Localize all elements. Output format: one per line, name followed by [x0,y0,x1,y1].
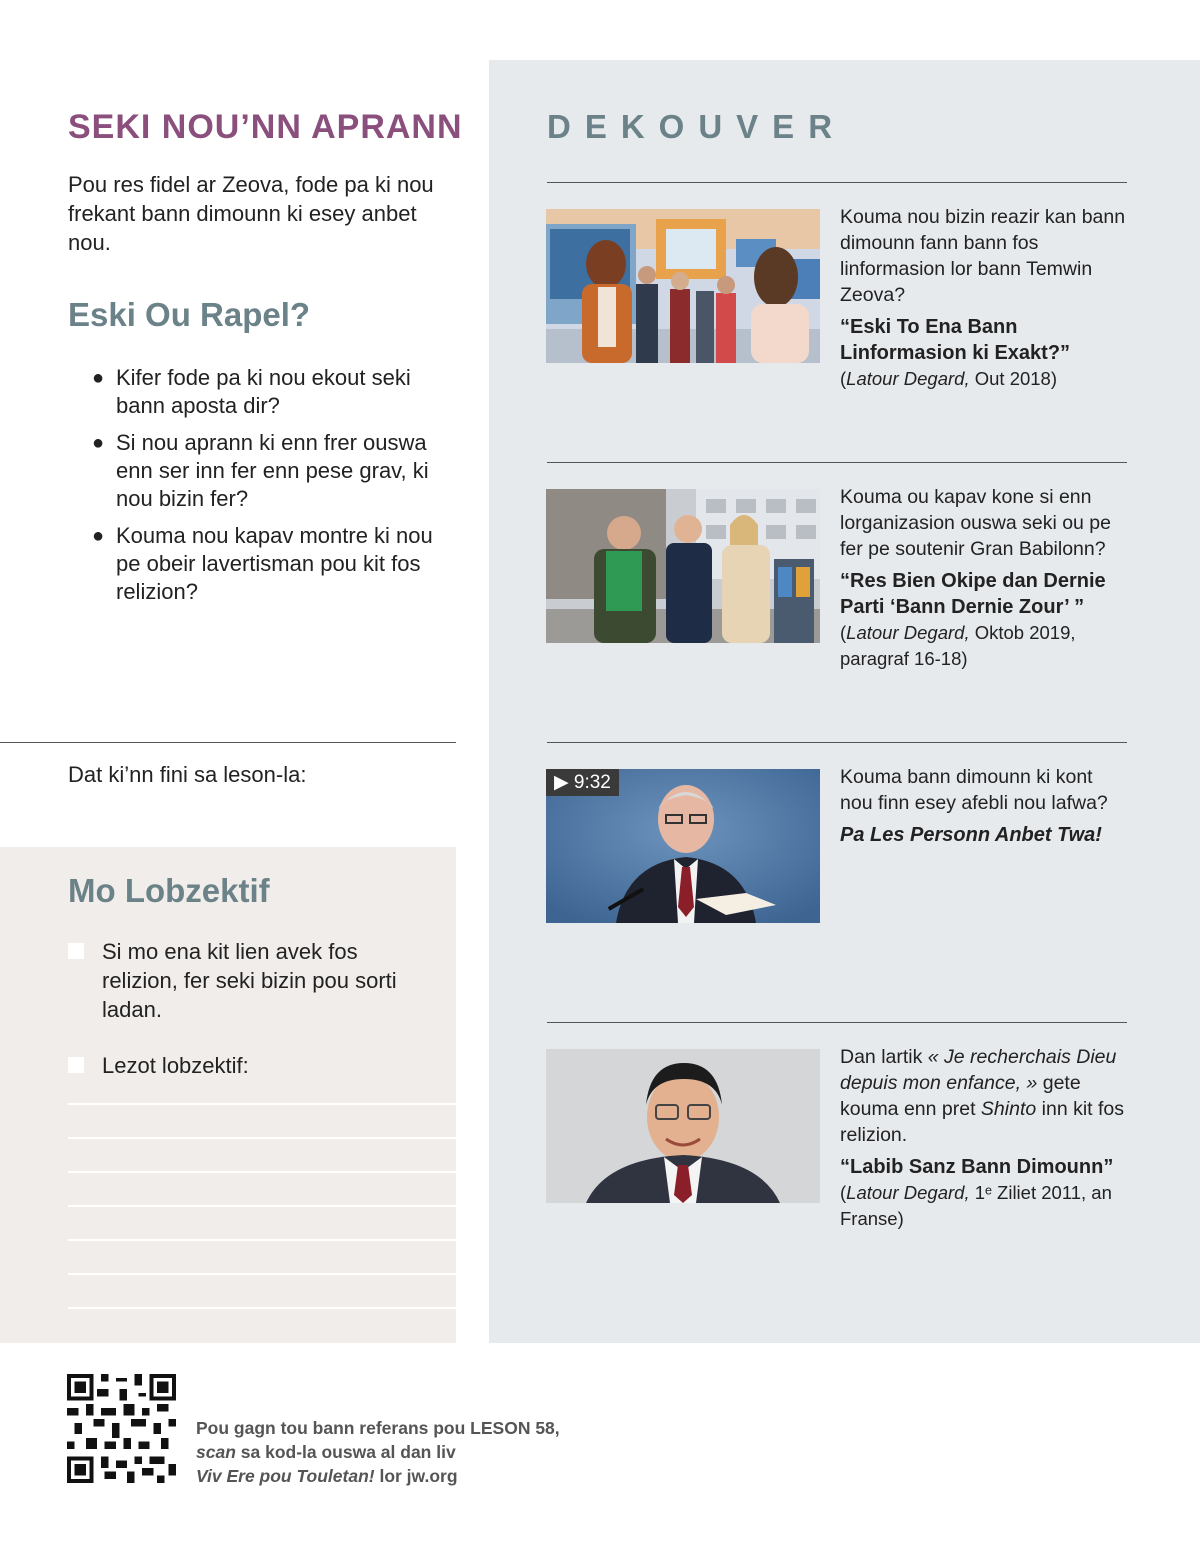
writing-line[interactable] [68,1205,456,1207]
bullet-icon: ● [92,367,105,389]
news-screens-illustration[interactable] [546,209,820,363]
checkbox[interactable] [68,943,84,959]
recall-title: Eski Ou Rapel? [68,296,311,333]
recall-item-text: Kifer fode pa ki nou ekout seki bann aposta dir? [116,365,411,418]
entry-reference[interactable]: “Eski To Ena Bann Linformasion ki Exakt?” [840,316,1071,364]
checkbox[interactable] [68,1057,84,1073]
writing-line[interactable] [68,1103,456,1105]
street-witnessing-photo[interactable] [546,489,820,643]
question-text: inn kit fos relizion. [840,1098,1125,1146]
entry-question [840,1044,1130,1148]
goal-item-text: Si mo ena kit lien avek fos relizion, fer seki bizin pou sorti ladan. [102,939,397,1022]
writing-line[interactable] [68,1137,456,1139]
recall-item-text: Si nou aprann ki enn frer ouswa enn ser inn fer enn pese grav, ki nou bizin fer? [116,430,429,511]
writing-line[interactable] [68,1307,456,1309]
footer-italic: scan [196,1442,236,1462]
discover-entry [840,204,1130,392]
divider [547,742,1127,743]
goal-item-text: Lezot lobzektif: [102,1053,249,1078]
man-portrait-photo[interactable] [546,1049,820,1203]
footer-text-part[interactable]: lor jw.org [374,1466,458,1486]
footer-line [196,1464,560,1488]
footer-line [196,1440,560,1464]
goal-writing-lines[interactable] [68,1103,456,1341]
writing-line[interactable] [68,1239,456,1241]
entry-source: (Latour Degard, 1ᵉ Ziliet 2011, an Franse) [840,1182,1112,1229]
summary-text: Pou res fidel ar Zeova, fode pa ki nou frekant bann dimounn ki esey anbet nou. [68,172,434,255]
source-detail: 1ᵉ Ziliet 2011, an Franse) [840,1182,1112,1229]
source-detail: Out 2018) [969,368,1058,389]
entry-question: Kouma ou kapav kone si enn lorganizasion ouswa seki ou pe fer pe soutenir Gran Babilonn? [840,486,1112,560]
finish-date-label: Dat ki’nn fini sa leson-la: [68,762,307,787]
source-publication: Latour Degard, [846,368,970,389]
article-title[interactable]: « Je recherchais Dieu depuis mon enfance, » [840,1046,1117,1094]
divider [547,1022,1127,1023]
source-detail: Oktob 2019, paragraf 16-18) [840,622,1076,669]
entry-question: Kouma nou bizin reazir kan bann dimounn fann bann fos linformasion lor bann Temwin Zeova? [840,206,1126,306]
video-title-link[interactable]: Pa Les Personn Anbet Twa! [840,824,1102,846]
video-duration-badge: ▶ 9:32 [546,769,619,796]
entry-source: (Latour Degard, Out 2018) [840,368,1058,389]
footer-line: Pou gagn tou bann referans pou LESON 58, [196,1418,560,1438]
divider [0,742,456,743]
entry-question: Kouma bann dimounn ki kont nou finn esey afebli nou lafwa? [840,766,1108,814]
footer-text-part: sa kod-la ouswa al dan liv [235,1442,456,1462]
bullet-icon: ● [92,525,105,547]
discover-entry [840,1044,1130,1232]
source-publication: Latour Degard, [846,1182,970,1203]
video-thumbnail[interactable] [546,769,820,923]
book-title: Viv Ere pou Touletan! [196,1466,375,1486]
question-text: Dan lartik [840,1046,928,1068]
entry-source: (Latour Degard, Oktob 2019, paragraf 16-18) [840,622,1076,669]
writing-line[interactable] [68,1273,456,1275]
goal-title: Mo Lobzektif [68,872,270,909]
divider [547,462,1127,463]
discover-entry [840,484,1130,672]
question-italic-term: Shinto [980,1098,1037,1120]
entry-reference[interactable]: “Res Bien Okipe dan Dernie Parti ‘Bann Dernie Zour’ ” [840,570,1106,618]
recall-item-text: Kouma nou kapav montre ki nou pe obeir lavertisman pou kit fos relizion? [116,523,433,604]
goal-checkbox-item[interactable] [68,937,428,1024]
summary-title: SEKI NOU’NN APRANN [68,108,463,146]
recall-list [92,364,452,615]
goal-checkbox-item[interactable] [68,1051,428,1080]
question-text: gete kouma enn pret [840,1072,1081,1120]
discover-entry [840,764,1130,848]
recall-item [92,364,452,420]
entry-reference[interactable]: “Labib Sanz Bann Dimounn” [840,1156,1114,1178]
source-publication: Latour Degard, [846,622,970,643]
footer-instructions [196,1416,560,1488]
writing-line[interactable] [68,1171,456,1173]
recall-item [92,522,452,606]
divider [547,182,1127,183]
recall-item [92,429,452,513]
qr-code[interactable] [67,1374,176,1483]
discover-title: DEKOUVER [547,108,847,145]
bullet-icon: ● [92,432,105,454]
